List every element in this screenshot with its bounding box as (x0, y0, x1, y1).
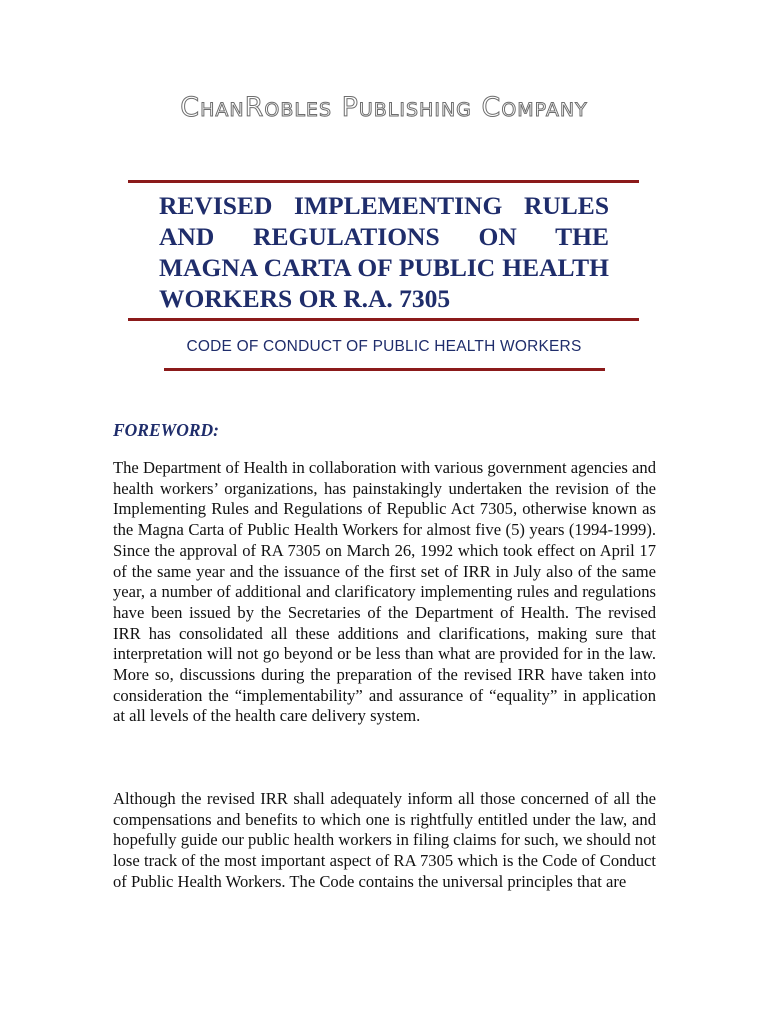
body-paragraph: Although the revised IRR shall adequately inform all those concerned of all the compensations and benefits to which one is rightfully entitled under the law, and hopefully guide our public health workers in filing claims for such, we should not lose track of the most important aspect of RA 7305 which is the Code of Conduct of Public Health Workers. The Code contains the universal principles that are (113, 789, 656, 891)
section-heading: FOREWORD: (113, 420, 219, 440)
publisher-name: ChanRobles Publishing Company (180, 92, 588, 123)
title-top-rule (128, 180, 639, 183)
document-title: REVISED IMPLEMENTING RULES AND REGULATIONS ON THE MAGNA CARTA OF PUBLIC HEALTH WORKERS OR R.A. 7305 (159, 191, 609, 313)
subtitle-rule (164, 368, 605, 371)
body-paragraph: The Department of Health in collaboration with various government agencies and health workers’ organizations, has painstakingly undertaken the revision of the Implementing Rules and Regulations of Republic Act 7305, otherwise known as the Magna Carta of Public Health Workers for almost five (5) years (1994-1999). Since the approval of RA 7305 on March 26, 1992 which took effect on April 17 of the same year and the issuance of the first set of IRR in July also of the same year, a number of additional and clarificatory implementing rules and regulations have been issued by the Secretaries of the Department of Health. The revised IRR has consolidated all these additions and clarifications, making sure that interpretation will not go beyond or be less than what are provided for in the law. More so, discussions during the preparation of the revised IRR have taken into consideration the “implementability” and assurance of “equality” in application at all levels of the health care delivery system. (113, 458, 656, 726)
document-subtitle: CODE OF CONDUCT OF PUBLIC HEALTH WORKERS (186, 338, 582, 355)
title-bottom-rule (128, 318, 639, 321)
